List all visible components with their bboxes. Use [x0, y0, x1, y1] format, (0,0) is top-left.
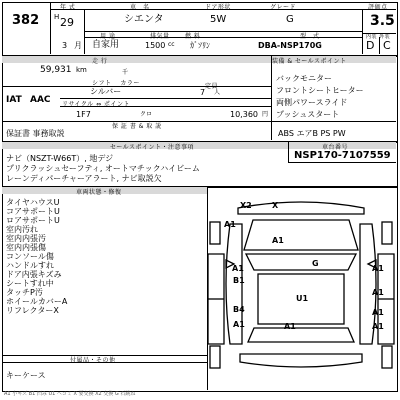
- equipment-codes: ABS エアB PS PW: [278, 129, 346, 138]
- header-capacity: 定員: [205, 83, 219, 90]
- year-era: H: [54, 13, 60, 21]
- wheel-front-right: [382, 222, 392, 244]
- condition-item: ホイールカバーA: [6, 297, 68, 306]
- hood-shape: [244, 220, 358, 250]
- usage-value: 自家用: [92, 40, 120, 50]
- header-warranty: 保 証 書 & 取 説: [112, 123, 162, 130]
- year-value: 29: [60, 16, 74, 29]
- displacement-unit: cc: [168, 41, 175, 48]
- damage-mark: A1: [272, 236, 284, 245]
- mileage-unit: km: [76, 66, 87, 74]
- ref-number: 1F7: [76, 110, 91, 119]
- condition-item: 室内内張傷: [6, 243, 46, 252]
- header-usage: 用 途: [100, 33, 116, 40]
- color-value: シルバー: [90, 87, 122, 96]
- condition-item: コアサポートU: [6, 207, 60, 216]
- header-chassis: 車台番号: [322, 144, 349, 151]
- damage-mark: A1: [224, 220, 236, 229]
- rear-window-shape: [248, 328, 354, 342]
- damage-mark: A1: [372, 264, 384, 273]
- damage-mark: A1: [372, 308, 384, 317]
- mileage-value: 59,931: [40, 65, 72, 75]
- condition-item: タイヤハウスU: [6, 198, 60, 207]
- condition-item: シートすれ中: [6, 279, 54, 288]
- wheel-rear-right: [382, 346, 392, 368]
- warranty-value: 保証書 事務取説: [6, 129, 65, 138]
- condition-item: 室内汚れ: [6, 225, 38, 234]
- condition-item: ドア内張キズみ: [6, 270, 62, 279]
- footer-note: A1 小キズ B1 凹み U1 ヘコミ X 要交換 X2 交換 G 石跳ね: [4, 391, 136, 397]
- equipment-4: プッシュスタート: [276, 110, 340, 119]
- model-name: シエンタ: [124, 14, 164, 25]
- condition-item: リフレクターX: [6, 306, 59, 315]
- chassis-number: NSP170-7107559: [294, 150, 391, 161]
- condition-item: 室内内張汚: [6, 234, 46, 243]
- damage-mark: G: [312, 259, 319, 268]
- wheel-front-left: [210, 222, 220, 244]
- price-value: 10,360: [230, 110, 258, 119]
- ref-note: クロ: [140, 111, 153, 118]
- shift-value: IAT: [6, 95, 22, 105]
- damage-mark: A1: [232, 264, 244, 273]
- header-grade: グレード: [270, 4, 297, 11]
- header-model: 車 名: [130, 4, 150, 11]
- header-equipment: 装備 & セールスポイント: [272, 58, 347, 65]
- extra-item: キーケース: [6, 371, 46, 380]
- wheel-rear-left: [210, 346, 220, 368]
- header-shift: シフト カラー: [92, 80, 140, 87]
- interior-grade: D: [366, 39, 375, 52]
- header-condition: 車両状態・修復: [76, 189, 122, 196]
- note-line-1: ナビ（NSZT-W66T）, 地デジ: [6, 154, 114, 163]
- header-score: 評価点: [368, 4, 388, 11]
- condition-item: コンソール傷: [6, 252, 54, 261]
- note-line-3: レーンディパーチャーアラート, ナビ取説欠: [6, 174, 162, 183]
- header-notes: セールスポイント・注意事項: [110, 144, 194, 151]
- capacity-value: 7: [200, 88, 206, 97]
- model-code: DBA-NSP170G: [258, 41, 322, 50]
- note-line-2: プリクラッシュセーフティ, オートマチックハイビーム: [6, 164, 200, 173]
- displacement-value: 1500: [145, 41, 166, 50]
- rear-bumper-shape: [240, 354, 362, 367]
- aircon-value: AAC: [30, 95, 51, 105]
- damage-mark: A1: [372, 288, 384, 297]
- condition-item: ハンドルすれ: [6, 261, 54, 270]
- damage-mark: X2: [240, 201, 252, 210]
- damage-mark: A1: [233, 320, 245, 329]
- capacity-unit: 人: [214, 89, 221, 96]
- score-value: 3.5: [370, 13, 395, 29]
- header-extra: リサイクル ⇔ ポイント: [62, 101, 131, 108]
- door-type: 5W: [210, 14, 227, 25]
- header-displacement: 排気量: [150, 33, 170, 40]
- front-bumper-shape: [238, 202, 364, 214]
- equipment-1: バックモニター: [276, 74, 332, 83]
- grade-value: G: [286, 14, 294, 25]
- header-mileage: 走 行: [92, 58, 108, 65]
- lot-number: 382: [12, 13, 40, 28]
- header-doors: ドア形状: [205, 4, 231, 11]
- condition-item: ロアサポートU: [6, 216, 60, 225]
- condition-item: タッチP汚: [6, 288, 43, 297]
- month-unit: 月: [74, 41, 82, 50]
- header-int-ext: 内装 外装: [366, 34, 391, 40]
- price-unit: 円: [262, 111, 269, 118]
- mileage-label: 千: [122, 69, 129, 76]
- damage-mark: B4: [233, 305, 245, 314]
- damage-mark: U1: [296, 294, 309, 303]
- header-fuel: 燃 料: [185, 33, 201, 40]
- exterior-grade: C: [383, 39, 391, 52]
- damage-mark: A1: [372, 322, 384, 331]
- header-modelcode: 型 式: [300, 33, 320, 40]
- month-value: 3: [62, 41, 68, 50]
- header-year: 年 式: [60, 4, 76, 11]
- header-extra-items: 付属品・その他: [70, 357, 116, 364]
- damage-mark: A1: [284, 322, 296, 331]
- equipment-2: フロントシートヒーター: [276, 86, 364, 95]
- damage-mark: X: [272, 201, 279, 210]
- windshield-shape: [246, 254, 356, 270]
- damage-mark: B1: [233, 276, 245, 285]
- fuel-value: ｶﾞｿﾘﾝ: [190, 41, 210, 50]
- equipment-3: 両側パワースライド: [276, 98, 348, 107]
